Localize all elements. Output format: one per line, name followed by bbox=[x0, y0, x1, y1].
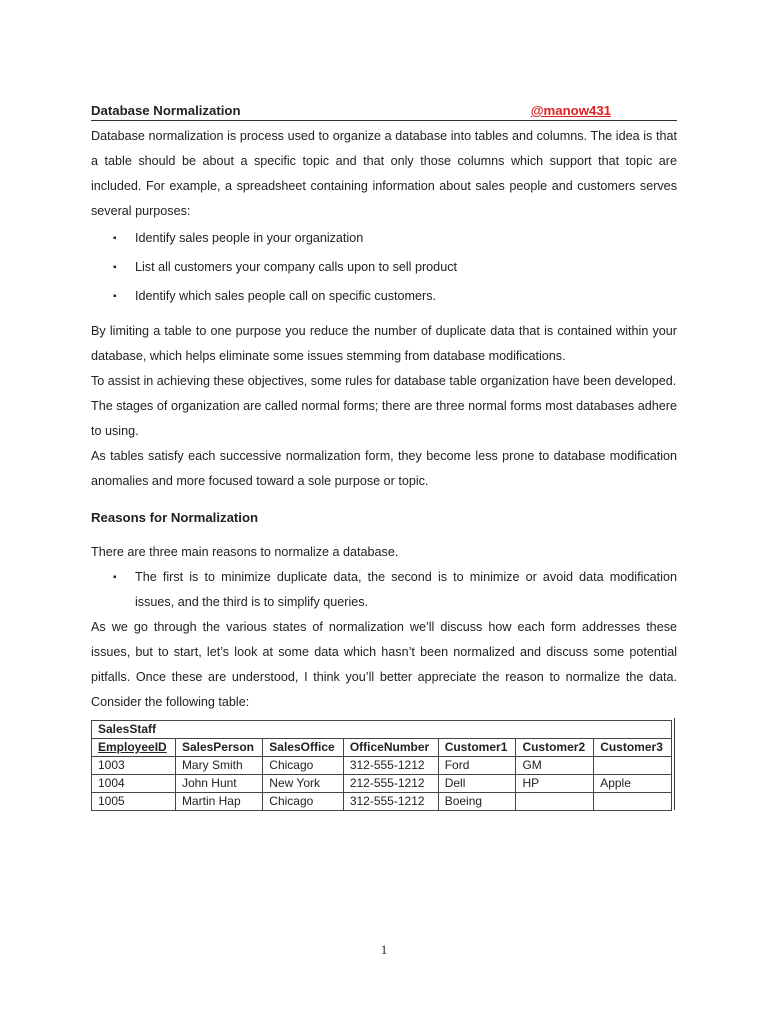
table-cell: Mary Smith bbox=[175, 757, 262, 775]
table-header-row bbox=[92, 739, 672, 757]
body-paragraph: By limiting a table to one purpose you reduce the number of duplicate data that is contained within your database, which helps eliminate some issues stemming from database modifications. bbox=[91, 324, 677, 363]
table-cell: GM bbox=[516, 757, 594, 775]
column-header: Customer3 bbox=[594, 739, 672, 757]
table-cell: Dell bbox=[438, 775, 516, 793]
table-caption: SalesStaff bbox=[92, 721, 672, 739]
body-paragraph: The stages of organization are called normal forms; there are three normal forms most databases adhere to using. bbox=[91, 399, 677, 438]
column-header: EmployeeID bbox=[92, 739, 176, 757]
list-item: ▪ Identify which sales people call on specific customers. bbox=[91, 282, 677, 311]
table-cell: Ford bbox=[438, 757, 516, 775]
table-row bbox=[92, 775, 672, 793]
table-cell: Chicago bbox=[263, 757, 344, 775]
intro-paragraph: Database normalization is process used to organize a database into tables and columns. The idea is that a table should be about a specific topic and that only those columns which support that topic are included. For example, a spreadsheet containing information about sales people and customers serves several purposes: bbox=[91, 129, 677, 218]
table-cell: HP bbox=[516, 775, 594, 793]
section-heading: Reasons for Normalization bbox=[91, 510, 259, 525]
table-row bbox=[92, 793, 672, 811]
reasons-list bbox=[91, 565, 677, 615]
table-cell: Apple bbox=[594, 775, 672, 793]
table-cell: 212-555-1212 bbox=[343, 775, 438, 793]
table-cell bbox=[594, 757, 672, 775]
table-cell: Martin Hap bbox=[175, 793, 262, 811]
table-cell: Boeing bbox=[438, 793, 516, 811]
table-cell: Chicago bbox=[263, 793, 344, 811]
list-item: ▪ The first is to minimize duplicate data, the second is to minimize or avoid data modification issues, and the third is to simplify queries. bbox=[91, 565, 677, 615]
sales-staff-table-container bbox=[91, 720, 677, 811]
document-header bbox=[91, 96, 677, 121]
reasons-lead: There are three main reasons to normalize a database. bbox=[91, 545, 399, 559]
table-row bbox=[92, 757, 672, 775]
table-caption-row bbox=[92, 721, 672, 739]
table-cell: 1004 bbox=[92, 775, 176, 793]
document-title: Database Normalization bbox=[91, 103, 241, 118]
list-item: ▪ Identify sales people in your organization bbox=[91, 224, 677, 253]
list-item: ▪ List all customers your company calls upon to sell product bbox=[91, 253, 677, 282]
column-header: Customer2 bbox=[516, 739, 594, 757]
body-paragraph: To assist in achieving these objectives, some rules for database table organization have been developed. bbox=[91, 374, 677, 388]
column-header: SalesOffice bbox=[263, 739, 344, 757]
table-right-rule bbox=[674, 718, 675, 810]
table-cell bbox=[516, 793, 594, 811]
page-number: 1 bbox=[380, 943, 388, 957]
table-cell: 1003 bbox=[92, 757, 176, 775]
column-header: OfficeNumber bbox=[343, 739, 438, 757]
table-cell: 1005 bbox=[92, 793, 176, 811]
column-header: SalesPerson bbox=[175, 739, 262, 757]
table-cell: John Hunt bbox=[175, 775, 262, 793]
table-cell: 312-555-1212 bbox=[343, 793, 438, 811]
sales-staff-table bbox=[91, 720, 672, 811]
author-handle-link[interactable]: @manow431 bbox=[530, 103, 611, 118]
table-cell: 312-555-1212 bbox=[343, 757, 438, 775]
document-page bbox=[91, 96, 677, 811]
reasons-paragraph: As we go through the various states of normalization we’ll discuss how each form addresses these issues, but to start, let’s look at some data which hasn’t been normalized and discuss some potential pitfalls. Once these are understood, I think you’ll better appreciate the reason to normalize the data. Consider the following table: bbox=[91, 620, 677, 709]
purpose-list bbox=[91, 224, 677, 311]
table-cell bbox=[594, 793, 672, 811]
column-header: Customer1 bbox=[438, 739, 516, 757]
table-cell: New York bbox=[263, 775, 344, 793]
body-paragraph: As tables satisfy each successive normalization form, they become less prone to database modification anomalies and more focused toward a sole purpose or topic. bbox=[91, 449, 677, 488]
